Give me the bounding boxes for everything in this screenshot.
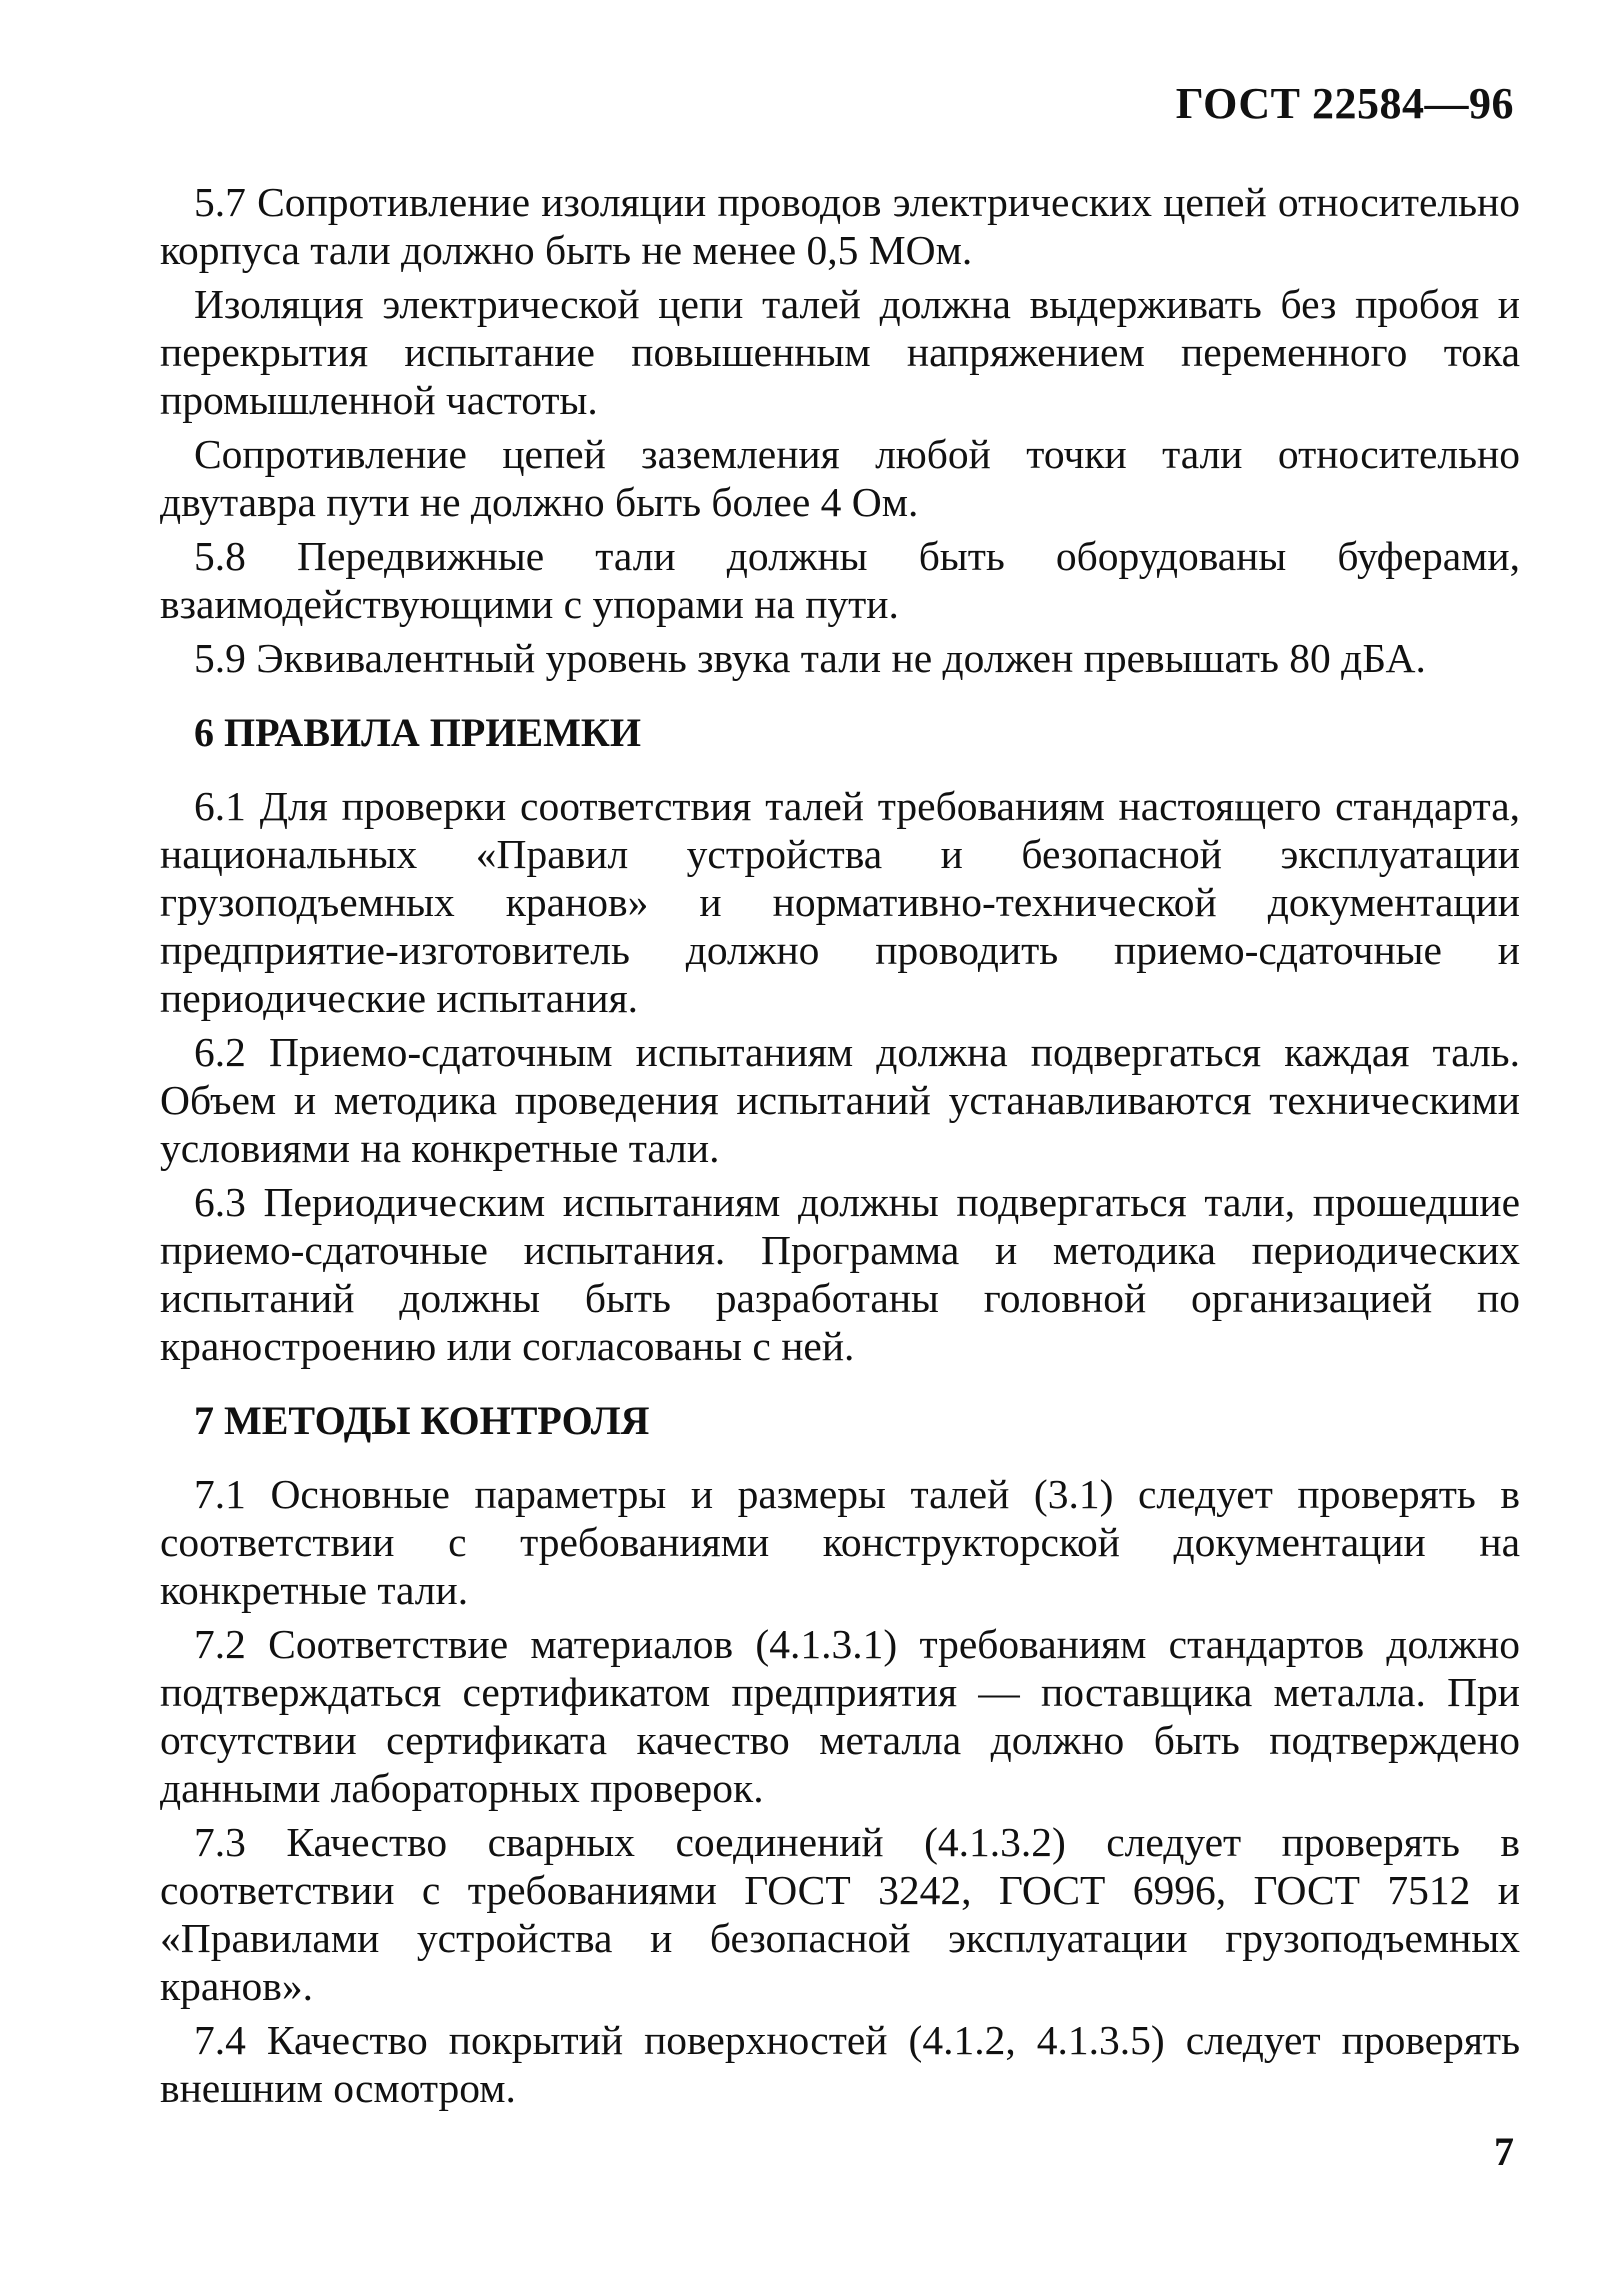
paragraph-5-8: 5.8 Передвижные тали должны быть оборудованы буферами, взаимодействующими с упорами на пути.	[160, 533, 1520, 627]
section-heading-7: 7 МЕТОДЫ КОНТРОЛЯ	[194, 1398, 650, 1443]
paragraph-grounding: Сопротивление цепей заземления любой точки тали относительно двутавра пути не должно быть более 4 Ом.	[160, 431, 1520, 525]
paragraph-7-2: 7.2 Соответствие материалов (4.1.3.1) требованиям стандартов должно подтверждаться сертификатом предприятия — поставщика металла. При отсутствии сертификата качество металла должно быть подтверждено данными лабораторных проверок.	[160, 1621, 1520, 1811]
paragraph-5-9: 5.9 Эквивалентный уровень звука тали не должен превышать 80 дБА.	[194, 635, 1426, 681]
paragraph-insulation: Изоляция электрической цепи талей должна выдерживать без пробоя и перекрытия испытание повышенным напряжением переменного тока промышленной частоты.	[160, 281, 1520, 423]
section-heading-6: 6 ПРАВИЛА ПРИЕМКИ	[194, 710, 642, 755]
page-number: 7	[1494, 2129, 1514, 2174]
paragraph-7-3: 7.3 Качество сварных соединений (4.1.3.2) следует проверять в соответствии с требованиями ГОСТ 3242, ГОСТ 6996, ГОСТ 7512 и «Правилами устройства и безопасной эксплуатации грузоподъемных кранов».	[160, 1819, 1520, 2009]
paragraph-7-1: 7.1 Основные параметры и размеры талей (3.1) следует проверять в соответствии с требованиями конструкторской документации на конкретные тали.	[160, 1471, 1520, 1613]
paragraph-6-1: 6.1 Для проверки соответствия талей требованиям настоящего стандарта, национальных «Правил устройства и безопасной эксплуатации грузоподъемных кранов» и нормативно-технической документации предприятие-изготовитель должно проводить приемо-сдаточные и периодические испытания.	[160, 783, 1520, 1021]
paragraph-6-2: 6.2 Приемо-сдаточным испытаниям должна подвергаться каждая таль. Объем и методика проведения испытаний устанавливаются техническими условиями на конкретные тали.	[160, 1029, 1520, 1171]
paragraph-7-4: 7.4 Качество покрытий поверхностей (4.1.2, 4.1.3.5) следует проверять внешним осмотром.	[160, 2017, 1520, 2111]
paragraph-5-7: 5.7 Сопротивление изоляции проводов электрических цепей относительно корпуса тали должно быть не менее 0,5 МОм.	[160, 179, 1520, 273]
page-body	[160, 178, 1520, 2112]
paragraph-6-3: 6.3 Периодическим испытаниям должны подвергаться тали, прошедшие приемо-сдаточные испытания. Программа и методика периодических испытаний должны быть разработаны головной организацией по краностроению или согласованы с ней.	[160, 1179, 1520, 1369]
standard-code-header: ГОСТ 22584—96	[1175, 79, 1514, 128]
